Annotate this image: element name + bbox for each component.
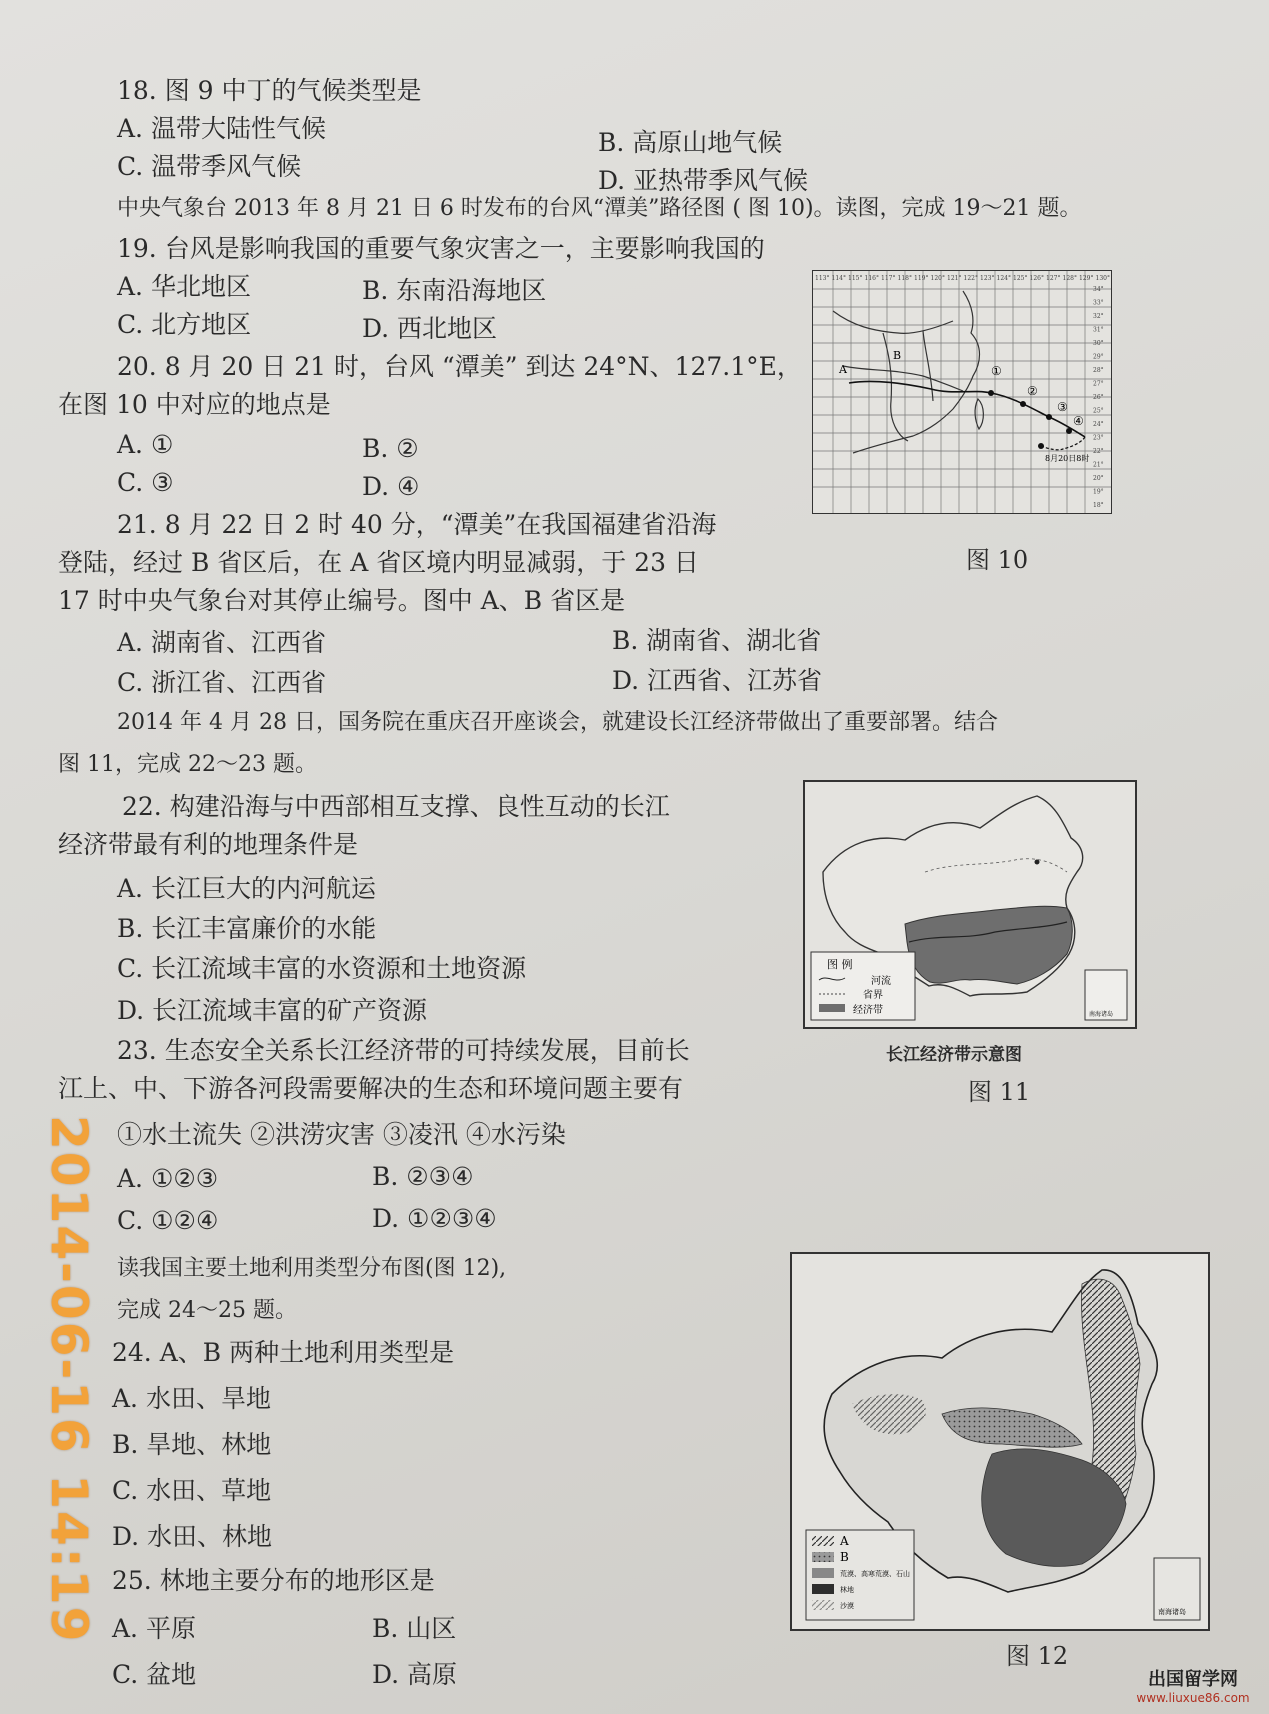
figure-11-yangtze-belt-map <box>803 780 1137 1029</box>
q24-option-b: B. 旱地、林地 <box>112 1430 272 1459</box>
lon-tick-label: 113° <box>815 275 830 282</box>
figure-10-caption: 图 10 <box>966 546 1029 574</box>
typhoon-track-early <box>1041 437 1085 450</box>
track-mark-3: ③ <box>1057 400 1068 414</box>
figure-12-caption: 图 12 <box>1006 1642 1069 1670</box>
q20-option-c: C. ③ <box>117 468 174 497</box>
q21-stem-line3: 17 时中央气象台对其停止编号。图中 A、B 省区是 <box>58 586 626 615</box>
q22-option-c: C. 长江流域丰富的水资源和土地资源 <box>117 954 527 983</box>
track-mark-2: ② <box>1027 384 1038 398</box>
legend-border-label: 省界 <box>863 990 883 1001</box>
intro-19-21: 中央气象台 2013 年 8 月 21 日 6 时发布的台风“潭美”路径图 ( 图 10)。读图，完成 19～21 题。 <box>117 196 1082 221</box>
lat-tick-label: 31° <box>1093 326 1104 334</box>
q19-option-a: A. 华北地区 <box>117 272 251 301</box>
q23-option-c: C. ①②④ <box>117 1206 219 1235</box>
q25-option-c: C. 盆地 <box>112 1660 197 1689</box>
lon-tick-label: 127° <box>1046 275 1061 282</box>
lat-tick-label: 23° <box>1093 434 1104 442</box>
q23-option-a: A. ①②③ <box>117 1164 219 1193</box>
province-a-label: A <box>839 363 847 376</box>
capital-marker <box>1035 860 1040 865</box>
lat-tick-label: 27° <box>1093 380 1104 388</box>
q25-option-b: B. 山区 <box>372 1614 457 1643</box>
legend-a-swatch <box>812 1536 834 1546</box>
q21-option-d: D. 江西省、江苏省 <box>612 666 823 695</box>
legend-b-swatch <box>812 1552 834 1562</box>
intro-22-23-line2: 图 11，完成 22～23 题。 <box>58 752 317 777</box>
legend-3-label: 荒漠、高寒荒漠、石山 <box>840 1570 910 1578</box>
q23-option-d: D. ①②③④ <box>372 1204 497 1233</box>
lon-tick-label: 117° <box>881 275 896 282</box>
intro-24-25-line1: 读我国主要土地利用类型分布图(图 12), <box>117 1256 507 1281</box>
legend-river-label: 河流 <box>871 976 891 987</box>
site-watermark <box>1123 1670 1263 1710</box>
lon-tick-label: 120° <box>930 275 945 282</box>
legend-zone-label: 经济带 <box>853 1005 883 1016</box>
lat-tick-label: 34° <box>1093 286 1104 293</box>
q25-stem: 25. 林地主要分布的地形区是 <box>112 1566 435 1595</box>
inset-label: 南海诸岛 <box>1089 1011 1114 1018</box>
lon-tick-label: 125° <box>1013 275 1028 282</box>
q25-option-d: D. 高原 <box>372 1660 458 1689</box>
figure-11-svg <box>805 782 1135 1027</box>
lat-tick-label: 21° <box>1093 461 1104 469</box>
legend-zone-symbol <box>819 1004 845 1012</box>
legend-3-swatch <box>812 1568 834 1578</box>
q21-option-b: B. 湖南省、湖北省 <box>612 626 822 655</box>
q18-option-d: D. 亚热带季风气候 <box>598 166 809 195</box>
lat-tick-label: 26° <box>1093 394 1104 401</box>
legend-b-label: B <box>840 1550 849 1564</box>
inset-label-12: 南海诸岛 <box>1158 1608 1186 1616</box>
lon-tick-label: 122° <box>963 275 978 282</box>
figure-10-typhoon-track-map <box>812 270 1112 514</box>
q22-option-b: B. 长江丰富廉价的水能 <box>117 914 377 943</box>
legend-5-label: 沙漠 <box>840 1602 854 1610</box>
track-points <box>988 390 1072 449</box>
q21-option-c: C. 浙江省、江西省 <box>117 668 327 697</box>
lon-tick-label: 128° <box>1062 275 1077 282</box>
q22-option-d: D. 长江流域丰富的矿产资源 <box>117 996 428 1025</box>
q21-stem-line1: 21. 8 月 22 日 2 时 40 分，“潭美”在我国福建省沿海 <box>117 510 717 539</box>
q22-stem-line1: 22. 构建沿海与中西部相互支撑、良性互动的长江 <box>122 792 670 821</box>
q23-stem-line1: 23. 生态安全关系长江经济带的可持续发展，目前长 <box>117 1036 690 1065</box>
q20-option-b: B. ② <box>362 434 419 463</box>
coastline-and-borders <box>833 291 983 453</box>
lat-tick-label: 22° <box>1093 448 1104 455</box>
q18-option-c: C. 温带季风气候 <box>117 152 302 181</box>
figure-11-title: 长江经济带示意图 <box>886 1045 1022 1065</box>
q21-stem-line2: 登陆，经过 B 省区后，在 A 省区境内明显减弱，于 23 日 <box>58 548 699 577</box>
legend-5-swatch <box>812 1600 834 1610</box>
lon-tick-label: 123° <box>980 275 995 282</box>
q22-stem-line2: 经济带最有利的地理条件是 <box>58 830 359 859</box>
lat-tick-label: 30° <box>1093 340 1104 347</box>
q19-option-d: D. 西北地区 <box>362 314 498 343</box>
q23-stem-line2: 江上、中、下游各河段需要解决的生态和环境问题主要有 <box>58 1074 684 1103</box>
lat-tick-label: 33° <box>1093 299 1104 307</box>
legend-4-swatch <box>812 1584 834 1594</box>
q22-option-a: A. 长江巨大的内河航运 <box>117 874 376 903</box>
lon-tick-label: 114° <box>831 275 846 282</box>
figure-12-svg <box>792 1254 1208 1629</box>
lon-tick-label: 115° <box>848 275 863 282</box>
lat-tick-label: 28° <box>1093 367 1104 374</box>
q24-option-a: A. 水田、旱地 <box>112 1384 271 1413</box>
watermark-title: 出国留学网 <box>1148 1669 1238 1690</box>
figure-12-land-use-map <box>790 1252 1210 1631</box>
lat-tick-label: 25° <box>1093 407 1104 415</box>
lat-tick-label: 29° <box>1093 353 1104 361</box>
q23-option-b: B. ②③④ <box>372 1162 474 1191</box>
province-b-label: B <box>893 349 902 362</box>
q24-option-d: D. 水田、林地 <box>112 1522 273 1551</box>
q24-stem: 24. A、B 两种土地利用类型是 <box>112 1338 455 1367</box>
q20-stem-line1: 20. 8 月 20 日 21 时，台风 “潭美” 到达 24°N、127.1°E， <box>117 352 802 381</box>
q23-choices: ①水土流失 ②洪涝灾害 ③凌汛 ④水污染 <box>117 1120 566 1149</box>
lon-tick-label: 129° <box>1079 275 1094 282</box>
lon-tick-label: 118° <box>897 275 912 282</box>
legend-a-label: A <box>840 1534 849 1548</box>
q21-option-a: A. 湖南省、江西省 <box>117 628 326 657</box>
lon-tick-label: 126° <box>1029 275 1044 282</box>
lon-tick-label: 124° <box>996 275 1011 282</box>
q19-option-c: C. 北方地区 <box>117 310 252 339</box>
lat-tick-label: 19° <box>1093 488 1104 496</box>
lat-tick-label: 20° <box>1093 475 1104 482</box>
lat-tick-label: 24° <box>1093 421 1104 428</box>
figure-10-svg <box>813 271 1111 513</box>
track-date-label: 8月20日8时 <box>1045 454 1090 463</box>
photo-timestamp: 2014-06-16 14:19 <box>40 1115 98 1644</box>
q18-option-b: B. 高原山地气候 <box>598 128 783 157</box>
intro-22-23-line1: 2014 年 4 月 28 日，国务院在重庆召开座谈会，就建设长江经济带做出了重要部署。结合 <box>117 710 998 735</box>
q18-stem: 18. 图 9 中丁的气候类型是 <box>117 76 422 105</box>
watermark-url: www.liuxue86.com <box>1136 1691 1250 1705</box>
lon-tick-label: 116° <box>864 275 879 282</box>
track-mark-4: ④ <box>1073 414 1084 428</box>
q24-option-c: C. 水田、草地 <box>112 1476 272 1505</box>
intro-24-25-line2: 完成 24～25 题。 <box>117 1298 297 1323</box>
track-mark-1: ① <box>991 364 1002 378</box>
lon-tick-label: 130° <box>1095 275 1110 282</box>
lon-tick-label: 119° <box>914 275 929 282</box>
q18-option-a: A. 温带大陆性气候 <box>117 114 326 143</box>
lon-tick-label: 121° <box>947 275 962 282</box>
legend-title: 图 例 <box>827 958 853 971</box>
lat-tick-label: 32° <box>1093 313 1104 320</box>
lat-tick-label: 18° <box>1093 502 1104 509</box>
q20-option-d: D. ④ <box>362 472 420 501</box>
q19-stem: 19. 台风是影响我国的重要气象灾害之一，主要影响我国的 <box>117 234 765 263</box>
q20-option-a: A. ① <box>117 430 174 459</box>
q25-option-a: A. 平原 <box>112 1614 196 1643</box>
q20-stem-line2: 在图 10 中对应的地点是 <box>58 390 331 419</box>
figure-11-caption: 图 11 <box>968 1078 1031 1106</box>
q19-option-b: B. 东南沿海地区 <box>362 276 547 305</box>
legend-4-label: 林地 <box>840 1586 854 1594</box>
